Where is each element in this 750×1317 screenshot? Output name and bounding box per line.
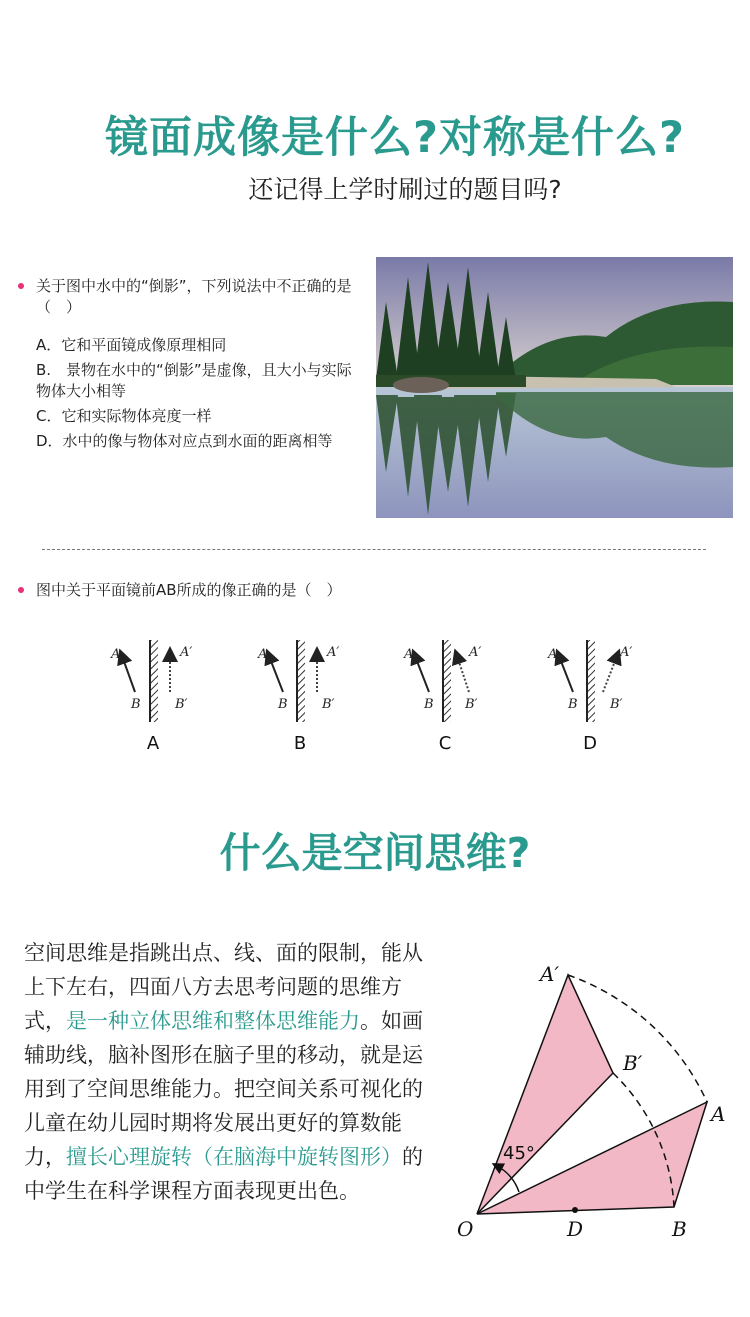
label-b-prime: B′ — [322, 697, 335, 712]
question-1 — [18, 276, 363, 452]
label-b: B — [424, 697, 434, 712]
bullet-dot-icon — [18, 587, 24, 593]
section-divider — [42, 549, 706, 550]
question-1-text: 关于图中水中的“倒影”，下列说法中不正确的是（ ） — [36, 277, 352, 316]
paragraph-text-2: 。如画辅助线，脑补图形在脑子里的移动，就是运用到了空间思维能力。把空间关系可视化的儿童在幼儿园时期将发展出更好的算数能力， — [24, 1009, 423, 1169]
option-c: C．它和实际物体亮度一样 — [36, 407, 212, 425]
label-b: B — [131, 697, 141, 712]
choice-label-b[interactable]: B — [293, 733, 307, 754]
label-a: A — [548, 647, 558, 662]
rotation-diagram — [445, 950, 745, 1250]
question-2-text: 图中关于平面镜前AB所成的像正确的是（ ） — [36, 581, 342, 599]
paragraph-text-1: 空间思维是指跳出点、线、面的限制，能从上下左右，四面八方去思考问题的思维方式， — [24, 941, 423, 1033]
label-a-prime: A′ — [620, 645, 633, 660]
lake-reflection-image — [376, 257, 733, 518]
label-a-prime: A′ — [540, 962, 559, 986]
page-title: 镜面成像是什么?对称是什么? — [105, 113, 685, 163]
choice-label-d[interactable]: D — [583, 733, 597, 754]
label-b: B — [278, 697, 288, 712]
label-a-prime: A′ — [327, 645, 340, 660]
label-b-prime: B′ — [175, 697, 188, 712]
spatial-thinking-paragraph — [24, 936, 424, 1208]
choice-label-c[interactable]: C — [438, 733, 452, 754]
point-d — [572, 1207, 578, 1213]
mirror-option-b — [269, 640, 317, 722]
bullet-dot-icon — [18, 283, 24, 289]
highlight-text-2: 擅长心理旋转（在脑海中旋转图形） — [66, 1145, 402, 1169]
question-2 — [18, 580, 518, 601]
mirror-option-a — [122, 640, 170, 722]
option-d: D．水中的像与物体对应点到水面的距离相等 — [36, 432, 333, 450]
label-b: B — [672, 1217, 687, 1241]
label-d: D — [567, 1217, 584, 1241]
paragraph-text-3: 的中学生在科学课程方面表现更出色。 — [24, 1145, 423, 1203]
label-a: A — [711, 1102, 726, 1126]
label-b-prime: B′ — [610, 697, 623, 712]
mirror-options-diagram — [95, 632, 655, 762]
label-a: A — [258, 647, 268, 662]
option-b: B. 景物在水中的“倒影”是虚像，且大小与实际物体大小相等 — [36, 361, 352, 400]
label-a: A — [404, 647, 414, 662]
angle-label: 45° — [503, 1143, 535, 1164]
label-a-prime: A′ — [469, 645, 482, 660]
section-title: 什么是空间思维? — [219, 829, 531, 877]
label-b-prime: B′ — [465, 697, 478, 712]
label-o: O — [457, 1217, 474, 1241]
page-subtitle: 还记得上学时刷过的题目吗? — [248, 175, 562, 204]
choice-label-a[interactable]: A — [146, 733, 160, 754]
label-b: B — [568, 697, 578, 712]
label-a-prime: A′ — [180, 645, 193, 660]
label-a: A — [111, 647, 121, 662]
highlight-text-1: 是一种立体思维和整体思维能力 — [66, 1009, 360, 1033]
option-a: A．它和平面镜成像原理相同 — [36, 336, 227, 354]
label-b-prime: B′ — [623, 1051, 643, 1075]
